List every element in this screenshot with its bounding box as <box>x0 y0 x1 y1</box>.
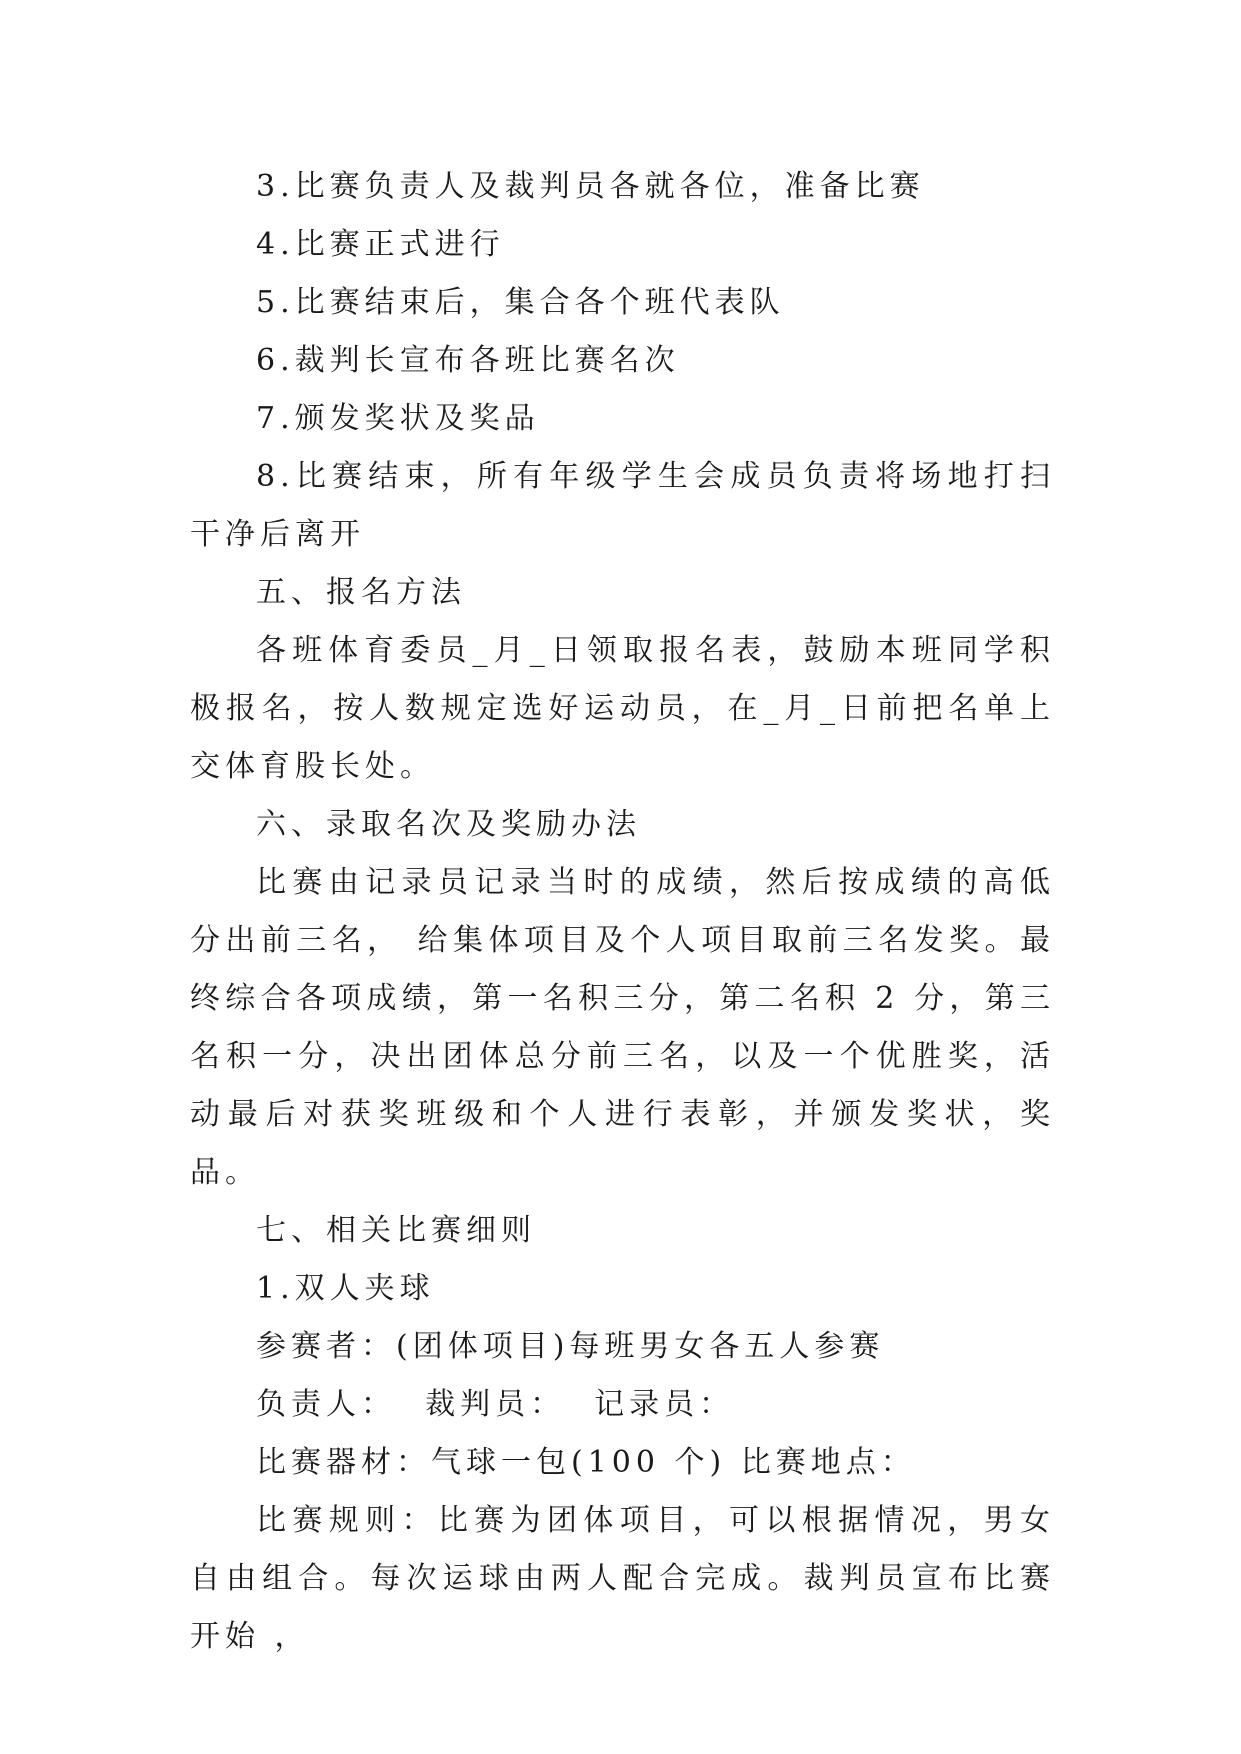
heading-registration: 五、报名方法 <box>256 575 466 610</box>
paragraph-step-3: 3.比赛负责人及裁判员各就各位，准备比赛 <box>256 169 925 204</box>
paragraph-registration: 各班体育委员_月_日领取报名表，鼓励本班同学积极报名，按人数规定选好运动员，在_月_日前把名单上交体育股长处。 <box>190 633 1055 784</box>
paragraph-participants: 参赛者：(团体项目)每班男女各五人参赛 <box>256 1329 885 1364</box>
paragraph-step-8: 8.比赛结束，所有年级学生会成员负责将场地打扫干净后离开 <box>190 459 1055 552</box>
paragraph-staff: 负责人： 裁判员： 记录员： <box>256 1387 735 1422</box>
paragraph-step-6: 6.裁判长宣布各班比赛名次 <box>256 343 680 378</box>
heading-rules: 七、相关比赛细则 <box>256 1213 536 1248</box>
subheading-double-ball: 1.双人夹球 <box>256 1271 435 1306</box>
paragraph-game-rules: 比赛规则：比赛为团体项目，可以根据情况，男女自由组合。每次运球由两人配合完成。裁判员宣布比赛开始 ， <box>190 1503 1055 1654</box>
heading-awards: 六、录取名次及奖励办法 <box>256 807 641 842</box>
paragraph-equipment: 比赛器材：气球一包(100 个) 比赛地点： <box>256 1445 916 1480</box>
paragraph-step-7: 7.颁发奖状及奖品 <box>256 401 540 436</box>
paragraph-awards: 比赛由记录员记录当时的成绩，然后按成绩的高低分出前三名， 给集体项目及个人项目取前三名发奖。最终综合各项成绩，第一名积三分，第二名积 2 分，第三名积一分，决出团体总分前三名，以及一个优胜奖，活动最后对获奖班级和个人进行表彰，并颁发奖状，奖品。 <box>190 865 1055 1190</box>
document-body <box>190 158 1055 1666</box>
paragraph-step-4: 4.比赛正式进行 <box>256 227 505 262</box>
paragraph-step-5: 5.比赛结束后，集合各个班代表队 <box>256 285 785 320</box>
